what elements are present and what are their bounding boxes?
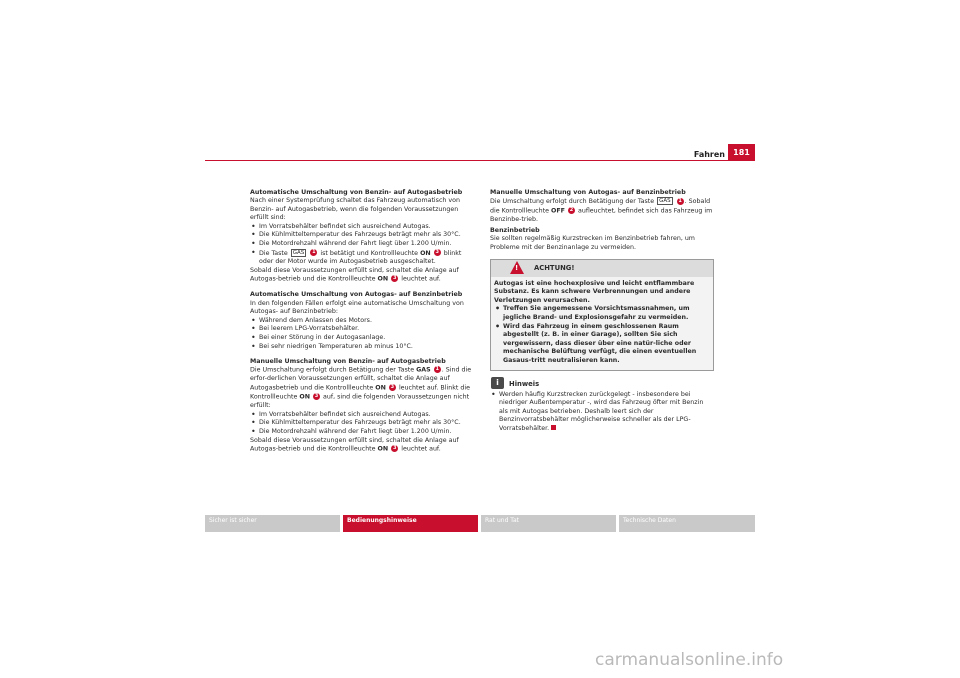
gas-key-symbol: GAS: [659, 198, 671, 205]
warning-text: Autogas ist eine hochexplosive und leicht entflammbare Substanz. Es kann schwere Verbrennungen und andere Verletzungen verursachen.: [494, 279, 695, 304]
bullet-item: • Während dem Anlassen des Motors.: [250, 317, 472, 326]
paragraph: Sobald diese Voraussetzungen erfüllt sind, schaltet die Anlage auf Autogas-betrieb und die Kontrollleuchte ON 3 leuchtet auf.: [250, 266, 459, 283]
paragraph: Die Umschaltung erfolgt durch Betätigung der Taste GAS 1 . Sobald die Kontrollleuchte OFF 2 aufleuchtet, befindet sich das Fahrzeug im Benzinbe-trieb.: [490, 197, 713, 223]
gas-key-symbol: GAS: [292, 249, 305, 256]
bullet-item: • Die Taste GAS 1 ist betätigt und Kontrollleuchte ON 3 blinkt oder der Motor wurde im Autogasbetrieb ausgeschaltet.: [250, 249, 472, 267]
note-title: Hinweis: [509, 379, 540, 388]
footer-tab-bedienungshinweise[interactable]: Bedienungshinweise: [343, 515, 478, 532]
paragraph: Nach einer Systemprüfung schaltet das Fahrzeug automatisch von Benzin- auf Autogasbetrieb, wenn die folgenden Voraussetzungen erfüllt sind:: [250, 197, 460, 222]
footer-tab-technische-daten[interactable]: Technische Daten: [619, 515, 755, 532]
footer-tab-rat-und-tat[interactable]: Rat und Tat: [481, 515, 616, 532]
callout-marker: 3: [314, 393, 319, 400]
bullet-item: • Im Vorratsbehälter befindet sich ausreichend Autogas.: [250, 223, 472, 232]
paragraph: Sie sollten regelmäßig Kurzstrecken im Benzinbetrieb fahren, um Probleme mit der Benzinanlage zu vermeiden.: [490, 235, 695, 252]
bullet-item: • Die Motordrehzahl während der Fahrt liegt über 1.200 U/min.: [250, 428, 472, 437]
section-end-icon: [551, 425, 556, 430]
callout-marker: 3: [392, 275, 397, 282]
page-number: 181: [728, 144, 755, 161]
callout-marker: 1: [678, 197, 682, 204]
warning-box: [490, 259, 714, 371]
paragraph: Sobald diese Voraussetzungen erfüllt sind, schaltet die Anlage auf Autogas-betrieb und die Kontrollleuchte ON 3 leuchtet auf.: [250, 436, 459, 453]
warning-body: [491, 277, 713, 370]
note-bullet: • Werden häufig Kurzstrecken zurückgelegt - insbesondere bei niedriger Außentemperatur -, wird das Fahrzeug öfter mit Benzin als mit Autogas betrieben. Deshalb leert sich der Benzinvorratsbehälter möglicherweise schneller als der LPG-Vorratsbehälter.: [490, 391, 714, 434]
bullet-item: • Die Motordrehzahl während der Fahrt liegt über 1.200 U/min.: [250, 240, 472, 249]
right-column: [490, 186, 714, 434]
warning-header: ! ACHTUNG!: [491, 260, 713, 277]
footer-nav: [205, 515, 755, 532]
callout-marker: 1: [435, 366, 439, 373]
bullet-item: • Die Kühlmitteltemperatur des Fahrzeugs beträgt mehr als 30°C.: [250, 231, 472, 240]
warning-title: ACHTUNG!: [534, 263, 575, 272]
heading-manual-gas-to-benzin: Manuelle Umschaltung von Autogas- auf Benzinbetrieb: [490, 188, 686, 196]
heading-auto-gas-to-benzin: Automatische Umschaltung von Autogas- auf Benzinbetrieb: [250, 291, 463, 299]
warning-bullet: • Treffen Sie angemessene Vorsichtsmassnahmen, um jegliche Brand- und Explosionsgefahr zu vermeiden.: [494, 305, 709, 322]
callout-marker: 1: [312, 249, 316, 256]
left-column: [250, 186, 472, 454]
info-note-icon: i: [491, 377, 504, 389]
bullet-item: • Im Vorratsbehälter befindet sich ausreichend Autogas.: [250, 411, 472, 420]
note-header: [490, 377, 714, 391]
heading-manual-benzin-to-gas: Manuelle Umschaltung von Benzin- auf Autogasbetrieb: [250, 357, 446, 365]
watermark: carmanualsonline.info: [595, 650, 784, 670]
heading-auto-benzin-to-gas: Automatische Umschaltung von Benzin- auf Autogasbetrieb: [250, 188, 463, 196]
paragraph: Die Umschaltung erfolgt durch Betätigung der Taste GAS 1 . Sind die erfor-derlichen Voraussetzungen erfüllt, schaltet die Anlage auf Autogasbetrieb und die Kontrollleuchte ON 3 leuchtet auf. Blinkt die Kontrollleuchte ON 3 auf, sind die folgenden Voraussetzungen nicht erfüllt:: [250, 366, 472, 410]
header-divider: [205, 160, 755, 161]
paragraph: In den folgenden Fällen erfolgt eine automatische Umschaltung von Autogas- auf Benzinbetrieb:: [250, 299, 464, 316]
bullet-item: • Bei einer Störung in der Autogasanlage.: [250, 334, 472, 343]
footer-tab-sicher[interactable]: Sicher ist sicher: [205, 515, 340, 532]
bullet-item: • Die Kühlmitteltemperatur des Fahrzeugs beträgt mehr als 30°C.: [250, 419, 472, 428]
warning-bullet: • Wird das Fahrzeug in einem geschlossenen Raum abgestellt (z. B. in einer Garage), sollten Sie sich vergewissern, dass dieser über eine natür-liche oder mechanische Belüftung verfügt, die einen eventuellen Gasaus-tritt neutralisieren kann.: [494, 323, 709, 366]
chapter-title: Fahren: [693, 150, 725, 159]
callout-marker: 2: [569, 206, 574, 213]
bullet-item: • Bei leerem LPG-Vorratsbehälter.: [250, 325, 472, 334]
heading-benzinbetrieb: Benzinbetrieb: [490, 226, 540, 234]
callout-marker: 3: [392, 445, 397, 452]
callout-marker: 3: [390, 383, 395, 390]
bullet-item: • Bei sehr niedrigen Temperaturen ab minus 10°C.: [250, 343, 472, 352]
callout-marker: 3: [435, 249, 439, 256]
